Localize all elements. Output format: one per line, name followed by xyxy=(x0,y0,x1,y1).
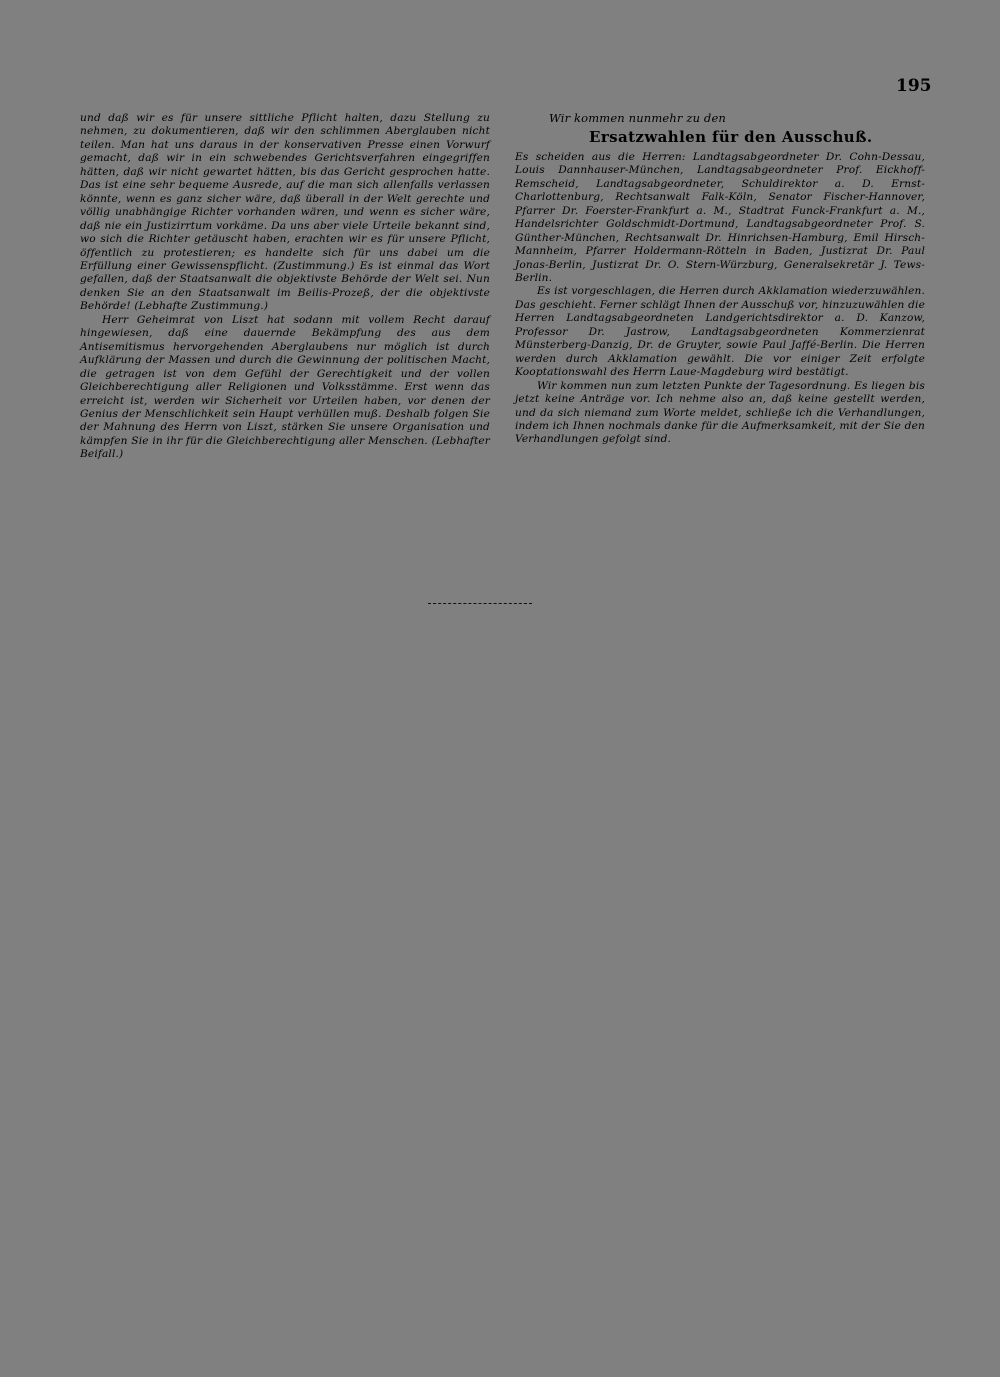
paragraph: und daß wir es für unsere sittliche Pflicht halten, dazu Stellung zu nehmen, zu dokumentieren, daß wir den schlimmen Aberglauben nicht teilen. Man hat uns daraus in der konservativen Presse einen Vorwurf gemacht, daß wir in ein schwebendes Gerichtsverfahren eingegriffen hätten, daß wir nicht gewartet hätten, bis das Gericht gesprochen hatte. Das ist eine sehr bequeme Ausrede, auf die man sich allenfalls verlassen könnte, wenn es ganz sicher wäre, daß überall in der Welt gerechte und völlig unabhängige Richter vorhanden wären, und wenn es sicher wäre, daß nie ein Justizirrtum vorkäme. Da uns aber viele Urteile bekannt sind, wo sich die Richter getäuscht haben, erachten wir es für unsere Pflicht, öffentlich zu protestieren; es handelte sich für uns dabei um die Erfüllung einer Gewissenspflicht. (Zustimmung.) Es ist einmal das Wort gefallen, daß der Staatsanwalt die objektivste Behörde der Welt sei. Nun denken Sie an den Staatsanwalt im Beilis-Prozeß, der die objektivste Behörde! (Lebhafte Zustimmung.) xyxy=(80,112,490,313)
paragraph: Es ist vorgeschlagen, die Herren durch Akklamation wiederzuwählen. Das geschieht. Ferner schlägt Ihnen der Ausschuß vor, hinzuzuwählen die Herren Landtagsabgeordneten Landgerichtsdirektor a. D. Kanzow, Professor Dr. Jastrow, Landtagsabgeordneten Kommerzienrat Münsterberg-Danzig, Dr. de Gruyter, sowie Paul Jaffé-Berlin. Die Herren werden durch Akklamation gewählt. Die vor einiger Zeit erfolgte Kooptationswahl des Herrn Laue-Magdeburg wird bestätigt. xyxy=(515,285,925,379)
right-column xyxy=(515,112,925,447)
paragraph: Wir kommen nun zum letzten Punkte der Tagesordnung. Es liegen bis jetzt keine Anträge vor. Ich nehme also an, daß keine gestellt werden, und da sich niemand zum Worte meldet, schließe ich die Verhandlungen, indem ich Ihnen nochmals danke für die Aufmerksamkeit, mit der Sie den Verhandlungen gefolgt sind. xyxy=(515,379,925,446)
paragraph: Herr Geheimrat von Liszt hat sodann mit vollem Recht darauf hingewiesen, daß eine dauernde Bekämpfung des aus dem Antisemitismus hervorgehenden Aberglaubens nur möglich ist durch Aufklärung der Massen und durch die Gewinnung der politischen Macht, die getragen ist von dem Gefühl der Gerechtigkeit und der vollen Gleichberechtigung aller Religionen und Volksstämme. Erst wenn das erreicht ist, werden wir Sicherheit vor Urteilen haben, vor denen der Genius der Menschlichkeit sein Haupt verhüllen muß. Deshalb folgen Sie der Mahnung des Herrn von Liszt, stärken Sie unsere Organisation und kämpfen Sie in ihr für die Gleichberechtigung aller Menschen. (Lebhafter Beifall.) xyxy=(80,313,490,461)
end-divider xyxy=(428,603,532,604)
left-column xyxy=(80,112,490,462)
paragraph: Es scheiden aus die Herren: Landtagsabgeordneter Dr. Cohn-Dessau, Louis Dannhauser-München, Landtagsabgeordneter Prof. Eickhoff-Remscheid, Landtagsabgeordneter, Schuldirektor a. D. Ernst-Charlottenburg, Rechtsanwalt Falk-Köln, Senator Fischer-Hannover, Pfarrer Dr. Foerster-Frankfurt a. M., Stadtrat Funck-Frankfurt a. M., Handelsrichter Goldschmidt-Dortmund, Landtagsabgeordneter Prof. S. Günther-München, Rechtsanwalt Dr. Hinrichsen-Hamburg, Emil Hirsch-Mannheim, Pfarrer Holdermann-Rötteln in Baden, Justizrat Dr. Paul Jonas-Berlin, Justizrat Dr. O. Stern-Würzburg, Generalsekretär J. Tews-Berlin. xyxy=(515,150,925,284)
lead-in-text: Wir kommen nunmehr zu den xyxy=(549,111,726,125)
section-heading: Ersatzwahlen für den Ausschuß. xyxy=(589,128,873,147)
page-number: 195 xyxy=(896,76,932,96)
